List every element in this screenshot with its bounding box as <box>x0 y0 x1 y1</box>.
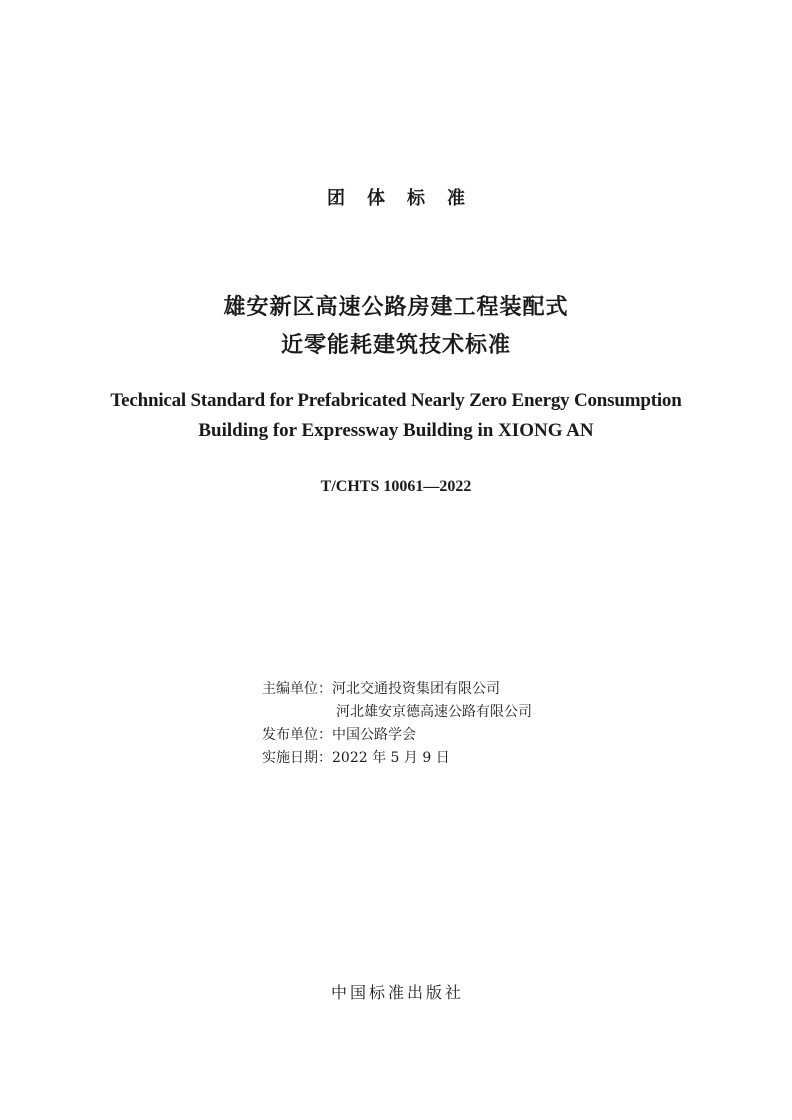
chinese-title-line-1: 雄安新区高速公路房建工程装配式 <box>223 295 569 320</box>
standard-category: 团体标准 <box>327 188 487 209</box>
issuer-org: 中国公路学会 <box>332 727 416 743</box>
issuer-row <box>262 724 532 747</box>
editor-row-2 <box>262 701 532 724</box>
english-title-line-2: Building for Expressway Building in XIONG AN <box>198 420 594 441</box>
editor-org-2: 河北雄安京德高速公路有限公司 <box>336 704 532 720</box>
chinese-title-line-2: 近零能耗建筑技术标准 <box>280 333 511 358</box>
issuer-label: 发布单位： <box>262 727 332 743</box>
english-title-line-1: Technical Standard for Prefabricated Nearly Zero Energy Consumption <box>110 390 682 411</box>
info-block <box>262 678 532 770</box>
editor-row <box>262 678 532 701</box>
standard-number: T/CHTS 10061—2022 <box>320 478 472 495</box>
editor-org-1: 河北交通投资集团有限公司 <box>332 681 500 697</box>
publisher: 中国标准出版社 <box>330 983 464 1002</box>
date-label: 实施日期： <box>262 750 332 766</box>
effective-date: 2022 年 5 月 9 日 <box>332 750 450 766</box>
editor-label: 主编单位： <box>262 681 332 697</box>
date-row <box>262 747 532 770</box>
